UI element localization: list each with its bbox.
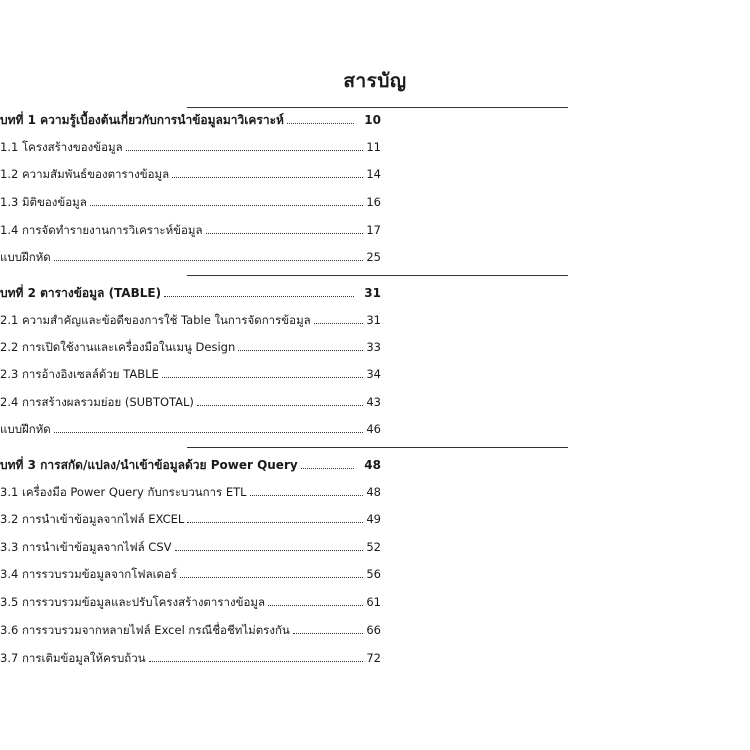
dot-leader [314, 323, 364, 324]
item-title: 3.5 การรวบรวมข้อมูลและปรับโครงสร้างตารางข้อมูล [0, 595, 265, 609]
dot-leader [287, 123, 354, 124]
item-title: 2.1 ความสำคัญและข้อดีของการใช้ Table ในการจัดการข้อมูล [0, 313, 311, 327]
page-number: 34 [366, 367, 381, 381]
toc-item [0, 509, 381, 527]
toc-item [0, 419, 381, 437]
page-number: 72 [366, 651, 381, 665]
toc-item [0, 137, 381, 155]
item-title: 2.4 การสร้างผลรวมย่อย (SUBTOTAL) [0, 395, 194, 409]
page-number: 49 [366, 512, 381, 526]
item-title: 3.7 การเติมข้อมูลให้ครบถ้วน [0, 651, 146, 665]
page-number: 56 [366, 567, 381, 581]
chapter-heading [0, 455, 381, 473]
page-number: 61 [366, 595, 381, 609]
page-number: 10 [364, 113, 381, 127]
dot-leader [90, 205, 364, 206]
dot-leader [293, 633, 364, 634]
item-title: 1.2 ความสัมพันธ์ของตารางข้อมูล [0, 167, 170, 181]
chapter-rule [187, 447, 568, 448]
dot-leader [175, 550, 364, 551]
dot-leader [172, 177, 363, 178]
chapter-title: บทที่ 3 การสกัด/แปลง/นำเข้าข้อมูลด้วย Power Query [0, 458, 298, 472]
toc-item [0, 164, 381, 182]
page-number: 11 [366, 140, 381, 154]
page-number: 17 [366, 223, 381, 237]
item-title: 3.6 การรวบรวมจากหลายไฟล์ Excel กรณีชื่อชีทไม่ตรงกัน [0, 623, 290, 637]
item-title: แบบฝึกหัด [0, 250, 51, 264]
toc-item [0, 220, 381, 238]
page-number: 48 [366, 485, 381, 499]
toc-item [0, 482, 381, 500]
item-title: 1.1 โครงสร้างของข้อมูล [0, 140, 123, 154]
dot-leader [250, 495, 364, 496]
page-number: 16 [366, 195, 381, 209]
page-number: 31 [366, 313, 381, 327]
chapter-heading [0, 110, 381, 128]
item-title: 1.3 มิติของข้อมูล [0, 195, 87, 209]
toc-item [0, 592, 381, 610]
page-number: 43 [366, 395, 381, 409]
dot-leader [187, 522, 363, 523]
item-title: 1.4 การจัดทำรายงานการวิเคราะห์ข้อมูล [0, 223, 203, 237]
page-number: 52 [366, 540, 381, 554]
item-title: แบบฝึกหัด [0, 422, 51, 436]
chapter-heading [0, 283, 381, 301]
page-number: 48 [364, 458, 381, 472]
toc-item [0, 364, 381, 382]
page-number: 31 [364, 286, 381, 300]
chapter-title: บทที่ 1 ความรู้เบื้องต้นเกี่ยวกับการนำข้อมูลมาวิเคราะห์ [0, 113, 284, 127]
page-title: สารบัญ [343, 70, 407, 92]
dot-leader [164, 296, 354, 297]
dot-leader [54, 432, 364, 433]
toc-item [0, 620, 381, 638]
page-number: 14 [366, 167, 381, 181]
toc-item [0, 392, 381, 410]
item-title: 3.4 การรวบรวมข้อมูลจากโฟลเดอร์ [0, 567, 178, 581]
dot-leader [149, 661, 364, 662]
chapter-title: บทที่ 2 ตารางข้อมูล (TABLE) [0, 286, 162, 300]
toc-item [0, 247, 381, 265]
item-title: 3.3 การนำเข้าข้อมูลจากไฟล์ CSV [0, 540, 172, 554]
page-number: 25 [366, 250, 381, 264]
toc-item [0, 192, 381, 210]
toc-item [0, 564, 381, 582]
chapter-rule [187, 107, 568, 108]
item-title: 3.1 เครื่องมือ Power Query กับกระบวนการ ETL [0, 485, 247, 499]
toc-item [0, 537, 381, 555]
dot-leader [268, 605, 363, 606]
item-title: 2.3 การอ้างอิงเซลล์ด้วย TABLE [0, 367, 159, 381]
dot-leader [180, 577, 363, 578]
dot-leader [126, 150, 364, 151]
toc-item [0, 310, 381, 328]
page-number: 33 [366, 340, 381, 354]
page-number: 66 [366, 623, 381, 637]
toc-item [0, 337, 381, 355]
dot-leader [301, 468, 355, 469]
item-title: 2.2 การเปิดใช้งานและเครื่องมือในเมนู Design [0, 340, 236, 354]
dot-leader [238, 350, 363, 351]
dot-leader [206, 233, 364, 234]
dot-leader [162, 377, 364, 378]
item-title: 3.2 การนำเข้าข้อมูลจากไฟล์ EXCEL [0, 512, 185, 526]
chapter-rule [187, 275, 568, 276]
toc-item [0, 648, 381, 666]
dot-leader [197, 405, 363, 406]
dot-leader [54, 260, 364, 261]
page-number: 46 [366, 422, 381, 436]
